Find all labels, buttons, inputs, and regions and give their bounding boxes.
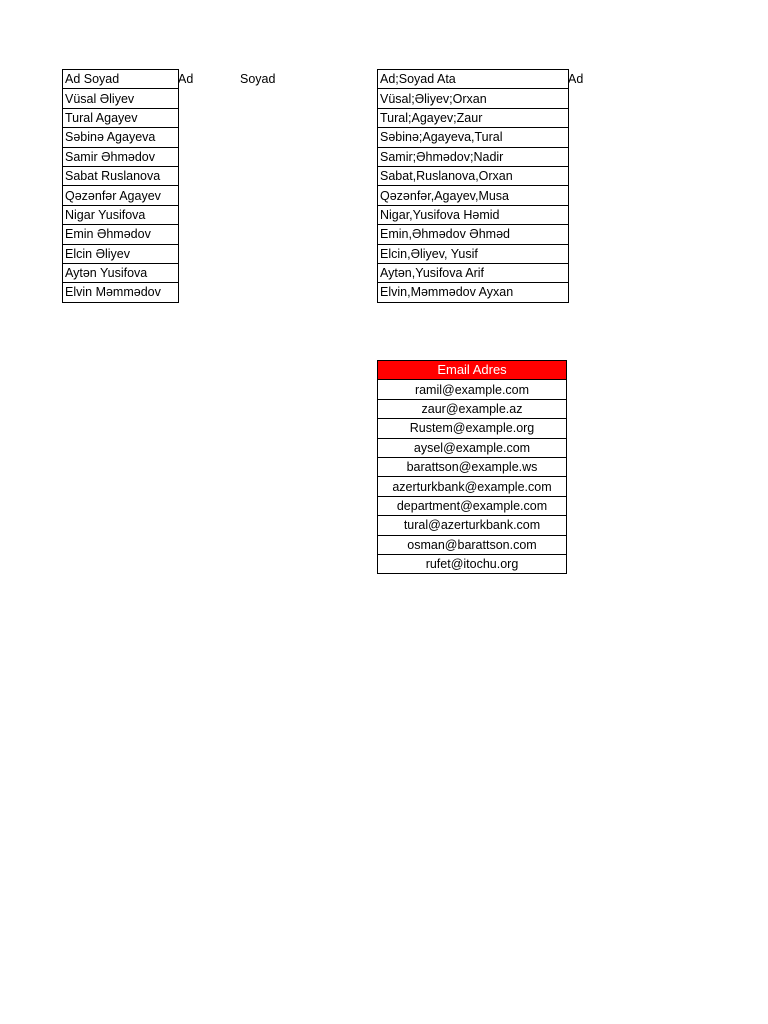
name-cell[interactable]: Elcin Əliyev [63, 244, 179, 263]
table-row [63, 70, 179, 89]
soyad-column-label[interactable]: Soyad [240, 72, 276, 86]
name-cell[interactable]: Səbinə Agayeva [63, 128, 179, 147]
email-cell[interactable]: rufet@itochu.org [378, 554, 567, 573]
table-row [378, 225, 569, 244]
name-cell[interactable]: Qəzənfər Agayev [63, 186, 179, 205]
table-row [378, 166, 569, 185]
email-cell[interactable]: zaur@example.az [378, 399, 567, 418]
table-row [63, 225, 179, 244]
table-row [63, 263, 179, 282]
combined-cell[interactable]: Tural;Agayev;Zaur [378, 108, 569, 127]
combined-cell[interactable]: Sabat,Ruslanova,Orxan [378, 166, 569, 185]
name-cell[interactable]: Tural Agayev [63, 108, 179, 127]
table-row [378, 70, 569, 89]
table-row [378, 186, 569, 205]
name-cell[interactable]: Elvin Məmmədov [63, 283, 179, 302]
table-row [378, 380, 567, 399]
table-row [63, 128, 179, 147]
combined-cell[interactable]: Elvin,Məmmədov Ayxan [378, 283, 569, 302]
table-row [63, 205, 179, 224]
table-row [378, 535, 567, 554]
combined-cell[interactable]: Qəzənfər,Agayev,Musa [378, 186, 569, 205]
table-row [378, 89, 569, 108]
name-cell[interactable]: Sabat Ruslanova [63, 166, 179, 185]
combined-names-table [377, 69, 569, 303]
table-row [63, 89, 179, 108]
names-header-cell[interactable]: Ad Soyad [63, 70, 179, 89]
table-row [378, 147, 569, 166]
names-table [62, 69, 179, 303]
combined-cell[interactable]: Vüsal;Əliyev;Orxan [378, 89, 569, 108]
email-cell[interactable]: azerturkbank@example.com [378, 477, 567, 496]
table-row [378, 205, 569, 224]
combined-cell[interactable]: Nigar,Yusifova Həmid [378, 205, 569, 224]
combined-cell[interactable]: Emin,Əhmədov Əhməd [378, 225, 569, 244]
table-row [378, 108, 569, 127]
email-header-cell[interactable]: Email Adres [378, 361, 567, 380]
table-row [378, 399, 567, 418]
table-row [378, 263, 569, 282]
combined-cell[interactable]: Elcin,Əliyev, Yusif [378, 244, 569, 263]
name-cell[interactable]: Vüsal Əliyev [63, 89, 179, 108]
table-row [378, 128, 569, 147]
table-row [63, 108, 179, 127]
combined-cell[interactable]: Aytən,Yusifova Arif [378, 263, 569, 282]
table-row [378, 244, 569, 263]
email-cell[interactable]: tural@azerturkbank.com [378, 516, 567, 535]
combined-cell[interactable]: Samir;Əhmədov;Nadir [378, 147, 569, 166]
name-cell[interactable]: Nigar Yusifova [63, 205, 179, 224]
table-row [378, 554, 567, 573]
table-row [63, 166, 179, 185]
name-cell[interactable]: Samir Əhmədov [63, 147, 179, 166]
name-cell[interactable]: Emin Əhmədov [63, 225, 179, 244]
email-table [377, 360, 567, 574]
email-cell[interactable]: department@example.com [378, 496, 567, 515]
name-cell[interactable]: Aytən Yusifova [63, 263, 179, 282]
ad-column-label[interactable]: Ad [178, 72, 194, 86]
combined-header-cell[interactable]: Ad;Soyad Ata [378, 70, 569, 89]
table-row [63, 186, 179, 205]
table-row [63, 147, 179, 166]
email-cell[interactable]: aysel@example.com [378, 438, 567, 457]
table-row [378, 496, 567, 515]
email-cell[interactable]: Rustem@example.org [378, 419, 567, 438]
table-row [378, 419, 567, 438]
table-row [378, 457, 567, 476]
table-row [378, 283, 569, 302]
table-row [63, 283, 179, 302]
combined-cell[interactable]: Səbinə;Agayeva,Tural [378, 128, 569, 147]
ad-column-label-2[interactable]: Ad [568, 72, 584, 86]
table-row [378, 438, 567, 457]
email-cell[interactable]: osman@barattson.com [378, 535, 567, 554]
table-row [378, 516, 567, 535]
table-row [63, 244, 179, 263]
email-cell[interactable]: barattson@example.ws [378, 457, 567, 476]
table-row [378, 477, 567, 496]
email-cell[interactable]: ramil@example.com [378, 380, 567, 399]
table-row [378, 361, 567, 380]
